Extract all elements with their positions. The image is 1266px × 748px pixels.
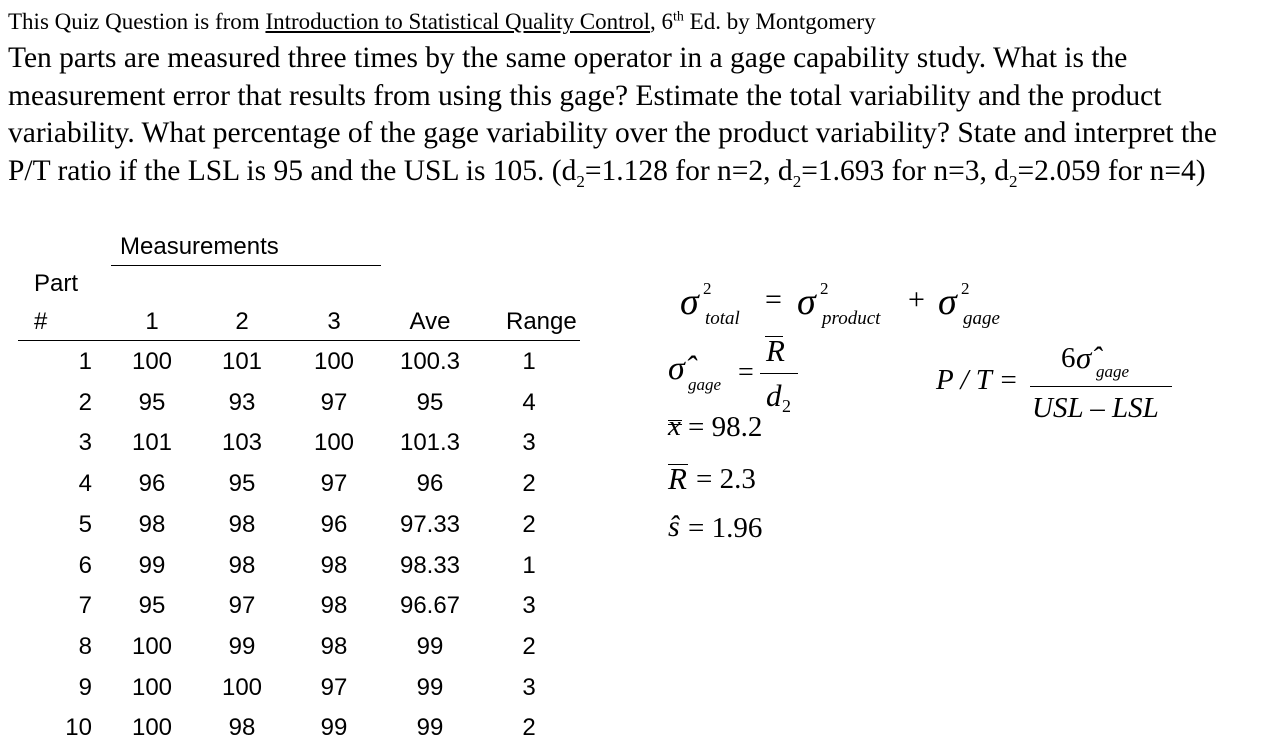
measurement-2-cell: 98 xyxy=(228,510,256,538)
d2-denominator: d xyxy=(766,378,782,413)
measurement-3-cell: 100 xyxy=(313,429,355,457)
average-cell: 97.33 xyxy=(399,510,461,538)
measurement-1-cell: 95 xyxy=(138,388,166,416)
part-number-cell: 10 xyxy=(65,714,92,742)
x-double-bar-value: = 98.2 xyxy=(688,411,763,443)
range-cell: 3 xyxy=(522,429,536,457)
part-number-cell: 5 xyxy=(78,510,92,538)
sigma-total-exponent: 2 xyxy=(703,279,712,298)
measurement-1-cell: 100 xyxy=(131,632,173,660)
source-prefix: This Quiz Question is from xyxy=(8,9,266,34)
part-number-cell: 4 xyxy=(78,470,92,498)
r-bar-line-symbol: R xyxy=(668,461,687,496)
source-suffix: Ed. by Montgomery xyxy=(683,9,876,34)
measurement-3-cell: 99 xyxy=(320,714,348,742)
average-cell: 96 xyxy=(416,470,444,498)
source-line xyxy=(8,8,876,36)
measurements-group-header: Measurements xyxy=(120,233,279,260)
d2-subscript: 2 xyxy=(1008,171,1018,191)
average-cell: 96.67 xyxy=(399,592,461,620)
source-edition: , 6 xyxy=(650,9,674,34)
measurement-1-cell: 100 xyxy=(131,673,173,701)
part-number-cell: 9 xyxy=(78,673,92,701)
measurement-2-cell: 101 xyxy=(221,348,263,375)
r-bar-line-value: = 2.3 xyxy=(696,463,756,495)
pt-numerator-subscript: gage xyxy=(1096,362,1130,381)
question-part-1: Ten parts are measured three times by the same operator in a gage capability study. What is the measurement error that results from using this gage? Estimate the total variability and the product variability. What percentage of the gage variability over the product variability? State and interpret the P/T ratio if the LSL is 95 and the USL is 105. (d xyxy=(8,42,1218,187)
average-cell: 99 xyxy=(416,632,444,660)
measurement-3-cell: 97 xyxy=(320,470,348,498)
sigma-product-exponent: 2 xyxy=(820,279,829,298)
measurement-3-cell: 98 xyxy=(320,632,348,660)
sigma-product-subscript: product xyxy=(822,308,881,329)
column-header-range: Range xyxy=(506,308,577,335)
range-cell: 3 xyxy=(522,592,536,620)
source-edition-suffix: th xyxy=(673,9,684,25)
measurement-1-cell: 100 xyxy=(131,714,173,742)
measurement-3-cell: 96 xyxy=(320,510,348,538)
measurement-2-cell: 95 xyxy=(228,470,256,498)
d2-subscript: 2 xyxy=(792,171,802,191)
sigma-total-subscript: total xyxy=(705,308,740,329)
d2-denominator-subscript: 2 xyxy=(782,396,791,416)
part-header: Part xyxy=(34,270,79,297)
measurement-2-cell: 100 xyxy=(221,673,263,701)
average-cell: 99 xyxy=(416,714,444,742)
header-rule xyxy=(18,340,580,341)
question-text xyxy=(8,40,1260,190)
measurement-3-cell: 97 xyxy=(320,673,348,701)
decomposition-plus: + xyxy=(908,283,925,316)
part-number-cell: 3 xyxy=(78,429,92,457)
range-cell: 2 xyxy=(522,632,536,660)
sigma-gage-exponent: 2 xyxy=(961,279,970,298)
measurement-3-cell: 98 xyxy=(320,592,348,620)
measurement-2-cell: 98 xyxy=(228,714,256,742)
column-header-part-number: # xyxy=(34,308,48,335)
measurement-2-cell: 99 xyxy=(228,632,256,660)
measurement-1-cell: 96 xyxy=(138,470,166,498)
measurement-3-cell: 100 xyxy=(313,348,355,375)
part-number-cell: 6 xyxy=(78,551,92,579)
pt-numerator-sigma-hat: σ̂ xyxy=(1076,340,1092,375)
column-header-average: Ave xyxy=(409,308,451,335)
measurement-1-cell: 98 xyxy=(138,510,166,538)
group-header-rule xyxy=(111,265,381,266)
sigma-gage-subscript: gage xyxy=(963,308,1000,329)
sigma-total-symbol: σ xyxy=(680,281,699,323)
part-number-cell: 1 xyxy=(78,348,92,375)
column-header-measurement-2: 2 xyxy=(235,308,249,335)
measurement-2-cell: 98 xyxy=(228,551,256,579)
range-cell: 3 xyxy=(522,673,536,701)
r-bar-numerator: R xyxy=(766,333,785,368)
range-cell: 2 xyxy=(522,714,536,742)
part-number-cell: 8 xyxy=(78,632,92,660)
measurement-3-cell: 97 xyxy=(320,388,348,416)
average-cell: 100.3 xyxy=(399,348,461,375)
measurement-1-cell: 100 xyxy=(131,348,173,375)
measurement-1-cell: 95 xyxy=(138,592,166,620)
part-number-cell: 7 xyxy=(78,592,92,620)
gage-fraction-bar xyxy=(760,373,798,374)
sigma-gage-symbol: σ xyxy=(938,281,957,323)
column-header-measurement-1: 1 xyxy=(145,308,159,335)
range-cell: 2 xyxy=(522,510,536,538)
measurement-1-cell: 99 xyxy=(138,551,166,579)
s-hat-value: = 1.96 xyxy=(688,512,763,544)
measurement-2-cell: 93 xyxy=(228,388,256,416)
decomposition-equals: = xyxy=(765,283,782,316)
question-part-2: =1.128 for n=2, d xyxy=(584,154,793,187)
average-cell: 95 xyxy=(416,388,444,416)
column-header-measurement-3: 3 xyxy=(327,308,341,335)
question-part-3: =1.693 for n=3, d xyxy=(801,154,1009,187)
pt-numerator-six: 6 xyxy=(1061,342,1076,374)
range-cell: 4 xyxy=(522,388,536,416)
pt-fraction-bar xyxy=(1030,386,1172,387)
measurement-1-cell: 101 xyxy=(131,429,173,457)
sigma-hat-gage-subscript: gage xyxy=(688,375,722,394)
measurement-2-cell: 97 xyxy=(228,592,256,620)
pt-denominator: USL – LSL xyxy=(1032,392,1159,424)
range-cell: 1 xyxy=(522,551,536,579)
measurement-3-cell: 98 xyxy=(320,551,348,579)
range-cell: 2 xyxy=(522,470,536,498)
average-cell: 101.3 xyxy=(399,429,461,457)
question-part-4: =2.059 for n=4) xyxy=(1017,154,1206,187)
range-cell: 1 xyxy=(522,348,536,375)
average-cell: 99 xyxy=(416,673,444,701)
measurement-2-cell: 103 xyxy=(221,429,263,457)
d2-subscript: 2 xyxy=(576,171,585,191)
sigma-hat-gage-symbol: σ̂ xyxy=(668,350,685,387)
average-cell: 98.33 xyxy=(399,551,461,579)
gage-estimate-equals: = xyxy=(738,357,754,388)
pt-label: P / T = xyxy=(936,364,1019,396)
x-double-bar-symbol: x xyxy=(668,410,681,442)
part-number-cell: 2 xyxy=(78,388,92,416)
sigma-product-symbol: σ xyxy=(797,281,816,323)
s-hat-symbol: ŝ xyxy=(668,510,680,543)
book-title-link: Introduction to Statistical Quality Control xyxy=(265,9,651,34)
